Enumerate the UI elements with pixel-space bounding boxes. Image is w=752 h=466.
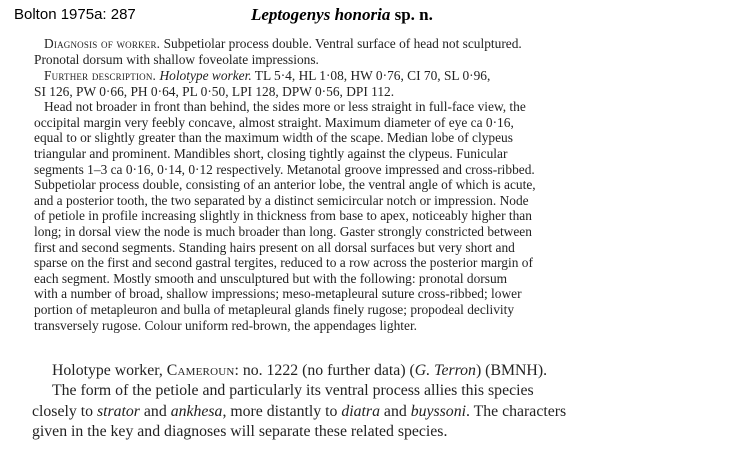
description-line: Subpetiolar process double, consisting of an anterior lobe, the ventral angle of which is acute, <box>34 177 536 193</box>
species-ref-strator: strator <box>96 403 140 420</box>
description-line: triangular and prominent. Mandibles short, closing tightly against the clypeus. Funicular <box>34 145 508 161</box>
description-line: equal to or slightly greater than the maximum width of the scape. Median lobe of clypeus <box>34 130 513 146</box>
species-epithet: honoria <box>334 5 391 24</box>
remarks-line-1: The form of the petiole and particularly its ventral process allies this species <box>52 382 534 399</box>
remarks-paragraph <box>32 381 744 442</box>
description-line-1 <box>44 68 744 84</box>
remarks-text: . The characters <box>466 403 567 420</box>
diagnosis-line-1 <box>44 36 744 52</box>
remarks-text: and <box>379 403 411 420</box>
measurements-text: TL 5·4, HL 1·08, HW 0·76, CI 70, SL 0·96, <box>251 68 491 83</box>
description-line: portion of metapleuron and bulla of metapleural glands finely rugose; propodeal declivity <box>34 301 515 317</box>
holotype-subheading: Holotype worker. <box>159 68 252 83</box>
description-line: occipital margin very feebly concave, almost straight. Maximum diameter of eye ca 0·16, <box>34 114 514 130</box>
holotype-collector: G. Terron <box>414 362 476 379</box>
remarks-text: and <box>139 403 171 420</box>
remarks-line-2 <box>32 402 744 422</box>
genus-name: Leptogenys <box>251 5 331 24</box>
holotype-middle: : no. 1222 (no further data) ( <box>234 362 415 379</box>
further-description-paragraph <box>34 68 744 333</box>
remarks-text: , more distantly to <box>222 403 342 420</box>
species-ref-ankhesa: ankhesa <box>170 403 223 420</box>
species-ref-buyssoni: buyssoni <box>410 403 466 420</box>
page-header <box>14 6 744 28</box>
remarks-text: closely to <box>32 403 97 420</box>
species-ref-diatra: diatra <box>341 403 380 420</box>
description-line: of petiole in profile increasing slightly in thickness from base to apex, noticeably higher than <box>34 208 532 224</box>
description-line: segments 1–3 ca 0·16, 0·14, 0·12 respectively. Metanotal groove impressed and cross-ribbed. <box>34 161 535 177</box>
diagnosis-paragraph <box>34 36 744 67</box>
citation-reference: Bolton 1975a: 287 <box>14 6 136 23</box>
description-line: each segment. Mostly smooth and unsculptured but with the following: pronotal dorsum <box>34 270 508 286</box>
description-line: and a posterior tooth, the two separated by a distinct semicircular notch or impression. Node <box>34 192 529 208</box>
description-line: first and second segments. Standing hairs present on all dorsal surfaces but very short and <box>34 239 515 255</box>
species-title <box>251 5 433 25</box>
remarks-line-3: given in the key and diagnoses will separate these related species. <box>32 423 448 440</box>
diagnosis-text: Subpetiolar process double. Ventral surface of head not sculptured. <box>160 36 522 51</box>
diagnosis-heading: Diagnosis of worker. <box>44 36 161 51</box>
taxon-status: sp. n. <box>394 5 433 24</box>
holotype-suffix: ) (BMNH). <box>475 362 548 379</box>
holotype-line <box>52 361 742 381</box>
diagnosis-line-2: Pronotal dorsum with shallow foveolate impressions. <box>34 51 319 67</box>
description-line: SI 126, PW 0·66, PH 0·64, PL 0·50, LPI 128, DPW 0·56, DPI 112. <box>34 83 395 99</box>
description-line: long; in dorsal view the node is much broader than long. Gaster strongly constricted between <box>34 223 532 239</box>
holotype-paragraph <box>52 361 742 381</box>
description-line: transversely rugose. Colour uniform red-brown, the appendages lighter. <box>34 317 418 333</box>
holotype-prefix: Holotype worker, <box>52 362 167 379</box>
description-line: Head not broader in front than behind, the sides more or less straight in full-face view, the <box>44 99 526 115</box>
holotype-locality: Cameroun <box>166 362 235 379</box>
description-line: sparse on the first and second gastral tergites, reduced to a row across the posterior margin of <box>34 255 533 271</box>
description-line: with a number of broad, shallow impressions; meso-metapleural suture cross-ribbed; lower <box>34 286 522 302</box>
further-description-heading: Further description. <box>44 68 157 83</box>
